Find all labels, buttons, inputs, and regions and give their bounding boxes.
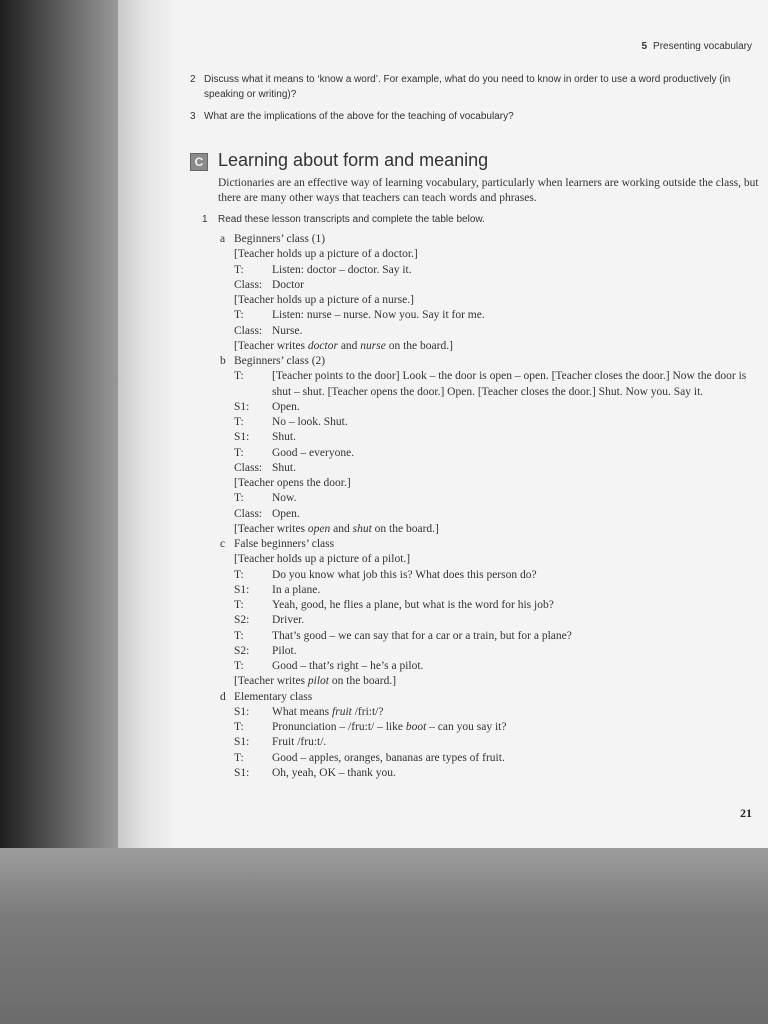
italic-word: boot: [405, 721, 427, 733]
lesson-transcripts: [220, 232, 764, 781]
stage-direction: [Teacher holds up a picture of a pilot.]: [234, 553, 411, 566]
dialogue-text: Pilot.: [272, 644, 297, 657]
speaker-label: S1:: [234, 705, 250, 718]
dialogue-turn: [234, 400, 764, 415]
speaker-label: T:: [234, 492, 244, 505]
text-part: on the board.]: [371, 522, 439, 535]
dialogue-text: No – look. Shut.: [272, 416, 348, 428]
task-text: Read these lesson transcripts and complete the table below.: [218, 214, 485, 225]
dialogue-turn: [234, 430, 764, 445]
dialogue-turn: [234, 446, 764, 461]
dialogue-text: Listen: nurse – nurse. Now you. Say it for me.: [272, 309, 485, 322]
transcript-letter: c: [220, 538, 226, 550]
dialogue-turn: [234, 705, 764, 720]
italic-word: open: [307, 522, 331, 535]
stage-direction: [234, 339, 764, 354]
running-header: [641, 41, 752, 52]
stage-direction: [234, 522, 764, 537]
dialogue-text: [272, 720, 764, 735]
italic-word: fruit: [332, 705, 352, 718]
dialogue-text: Shut.: [272, 461, 296, 474]
italic-word: pilot: [307, 675, 329, 688]
stage-direction: [Teacher opens the door.]: [234, 477, 351, 489]
dialogue-text: [Teacher points to the door] Look – the door is open – open. [Teacher closes the door.] Now the door is shut – shut. [Teacher opens the door.] Open. [Teacher closes the door.] Shut. Now you. Say it.: [272, 370, 747, 398]
text-part: on the board.]: [385, 339, 453, 352]
text-part: /fri:t/?: [351, 705, 384, 718]
question-number: 3: [190, 111, 196, 122]
italic-word: doctor: [307, 339, 338, 352]
dialogue-turn: [234, 278, 764, 293]
dialogue-turn: [234, 308, 764, 323]
dialogue-turn: [234, 461, 764, 476]
section-intro: Dictionaries are an effective way of learning vocabulary, particularly when learners are working outside the class, but there are many other ways that teachers can teach words and phrases.: [218, 177, 759, 204]
dialogue-text: Oh, yeah, OK – thank you.: [272, 766, 396, 779]
transcript-title: Beginners’ class (1): [234, 233, 326, 245]
text-part: [Teacher writes: [234, 339, 308, 352]
dialogue-text: Good – everyone.: [272, 446, 355, 459]
speaker-label: Class:: [234, 324, 263, 337]
dialogue-turn: [234, 491, 764, 506]
task-1: [202, 212, 485, 227]
transcript-letter: d: [220, 690, 226, 703]
page-number: 21: [740, 806, 752, 820]
speaker-label: T:: [234, 660, 244, 672]
dialogue-turn: [234, 735, 764, 750]
speaker-label: S1:: [234, 400, 250, 413]
dialogue-text: Yeah, good, he flies a plane, but what is the word for his job?: [272, 599, 554, 611]
text-part: Pronunciation – /fru:t/ – like: [272, 721, 406, 733]
speaker-label: S2:: [234, 614, 250, 627]
dialogue-turn: [234, 766, 764, 781]
dialogue-text: Open.: [272, 507, 300, 520]
dialogue-turn: [234, 613, 764, 628]
question-3: [190, 109, 749, 124]
speaker-label: S2:: [234, 644, 250, 657]
transcript-heading: [220, 690, 764, 705]
dialogue-turn: [234, 263, 764, 278]
question-text: What are the implications of the above for the teaching of vocabulary?: [204, 111, 514, 122]
speaker-label: T:: [234, 599, 244, 611]
transcript-title: Beginners’ class (2): [234, 355, 326, 367]
speaker-label: T:: [234, 416, 244, 428]
dialogue-turn: [234, 583, 764, 598]
dialogue-text: Shut.: [272, 431, 296, 444]
text-part: [Teacher writes: [234, 522, 308, 535]
stage-direction: [Teacher holds up a picture of a doctor.]: [234, 248, 418, 261]
question-text: Discuss what it means to ‘know a word’. For example, what do you need to know in order to use a word productively (in speaking or writing)?: [204, 74, 731, 100]
transcript-title: False beginners’ class: [234, 538, 335, 550]
dialogue-turn: [234, 720, 764, 735]
transcript-heading: [220, 354, 764, 369]
dialogue-text: Do you know what job this is? What does this person do?: [272, 568, 537, 581]
speaker-label: T:: [234, 751, 244, 764]
speaker-label: T:: [234, 568, 244, 581]
text-part: – can you say it?: [426, 721, 507, 733]
dialogue-turn: [234, 324, 764, 339]
speaker-label: T:: [234, 263, 244, 276]
dialogue-turn: [234, 644, 764, 659]
section-title: Learning about form and meaning: [218, 150, 489, 170]
text-part: and: [337, 339, 361, 352]
chapter-number: 5: [641, 41, 648, 52]
dialogue-text: Listen: doctor – doctor. Say it.: [272, 263, 412, 276]
dialogue-text: Doctor: [272, 278, 304, 291]
dialogue-turn: [234, 659, 764, 674]
book-page: [118, 0, 768, 848]
speaker-label: T:: [234, 309, 244, 322]
transcript-letter: a: [220, 233, 226, 245]
stage-direction: [234, 674, 764, 689]
speaker-label: S1:: [234, 736, 250, 749]
transcript-title: Elementary class: [234, 690, 313, 703]
dialogue-turn: [234, 629, 764, 644]
section-letter-badge: C: [190, 153, 208, 171]
dialogue-text: Driver.: [272, 614, 305, 627]
speaker-label: S1:: [234, 766, 250, 779]
dialogue-text: Good – that’s right – he’s a pilot.: [272, 660, 424, 672]
speaker-label: T:: [234, 629, 244, 642]
transcript-heading: [220, 537, 764, 552]
task-number: 1: [202, 214, 208, 225]
speaker-label: Class:: [234, 507, 263, 520]
speaker-label: T:: [234, 370, 244, 383]
question-2: [190, 72, 749, 102]
text-part: and: [330, 522, 353, 535]
speaker-label: S1:: [234, 583, 250, 596]
stage-direction: [Teacher holds up a picture of a nurse.]: [234, 294, 414, 306]
italic-word: nurse: [360, 339, 386, 352]
dialogue-text: In a plane.: [272, 583, 321, 596]
dialogue-text: Good – apples, oranges, bananas are types of fruit.: [272, 751, 505, 764]
dialogue-turn: [234, 507, 764, 522]
dialogue-turn: [234, 598, 764, 613]
speaker-label: S1:: [234, 431, 250, 444]
scanner-background: [0, 848, 768, 1024]
dialogue-text: Nurse.: [272, 324, 303, 337]
chapter-title: Presenting vocabulary: [653, 41, 752, 52]
dialogue-turn: [234, 415, 764, 430]
dialogue-turn: [234, 369, 764, 400]
speaker-label: Class:: [234, 461, 263, 474]
text-part: [Teacher writes: [234, 675, 308, 688]
dialogue-turn: [234, 568, 764, 583]
transcript-letter: b: [220, 355, 226, 367]
text-part: on the board.]: [329, 675, 397, 688]
dialogue-text: Open.: [272, 400, 300, 413]
speaker-label: T:: [234, 446, 244, 459]
question-number: 2: [190, 74, 196, 85]
transcript-heading: [220, 232, 764, 247]
speaker-label: Class:: [234, 278, 263, 291]
text-part: What means: [272, 705, 333, 718]
dialogue-text: Fruit /fru:t/.: [272, 736, 327, 749]
speaker-label: T:: [234, 721, 244, 733]
italic-word: shut: [352, 522, 372, 535]
dialogue-text: Now.: [272, 492, 297, 505]
dialogue-turn: [234, 751, 764, 766]
dialogue-text: [272, 705, 764, 720]
dialogue-text: That’s good – we can say that for a car or a train, but for a plane?: [272, 629, 572, 642]
